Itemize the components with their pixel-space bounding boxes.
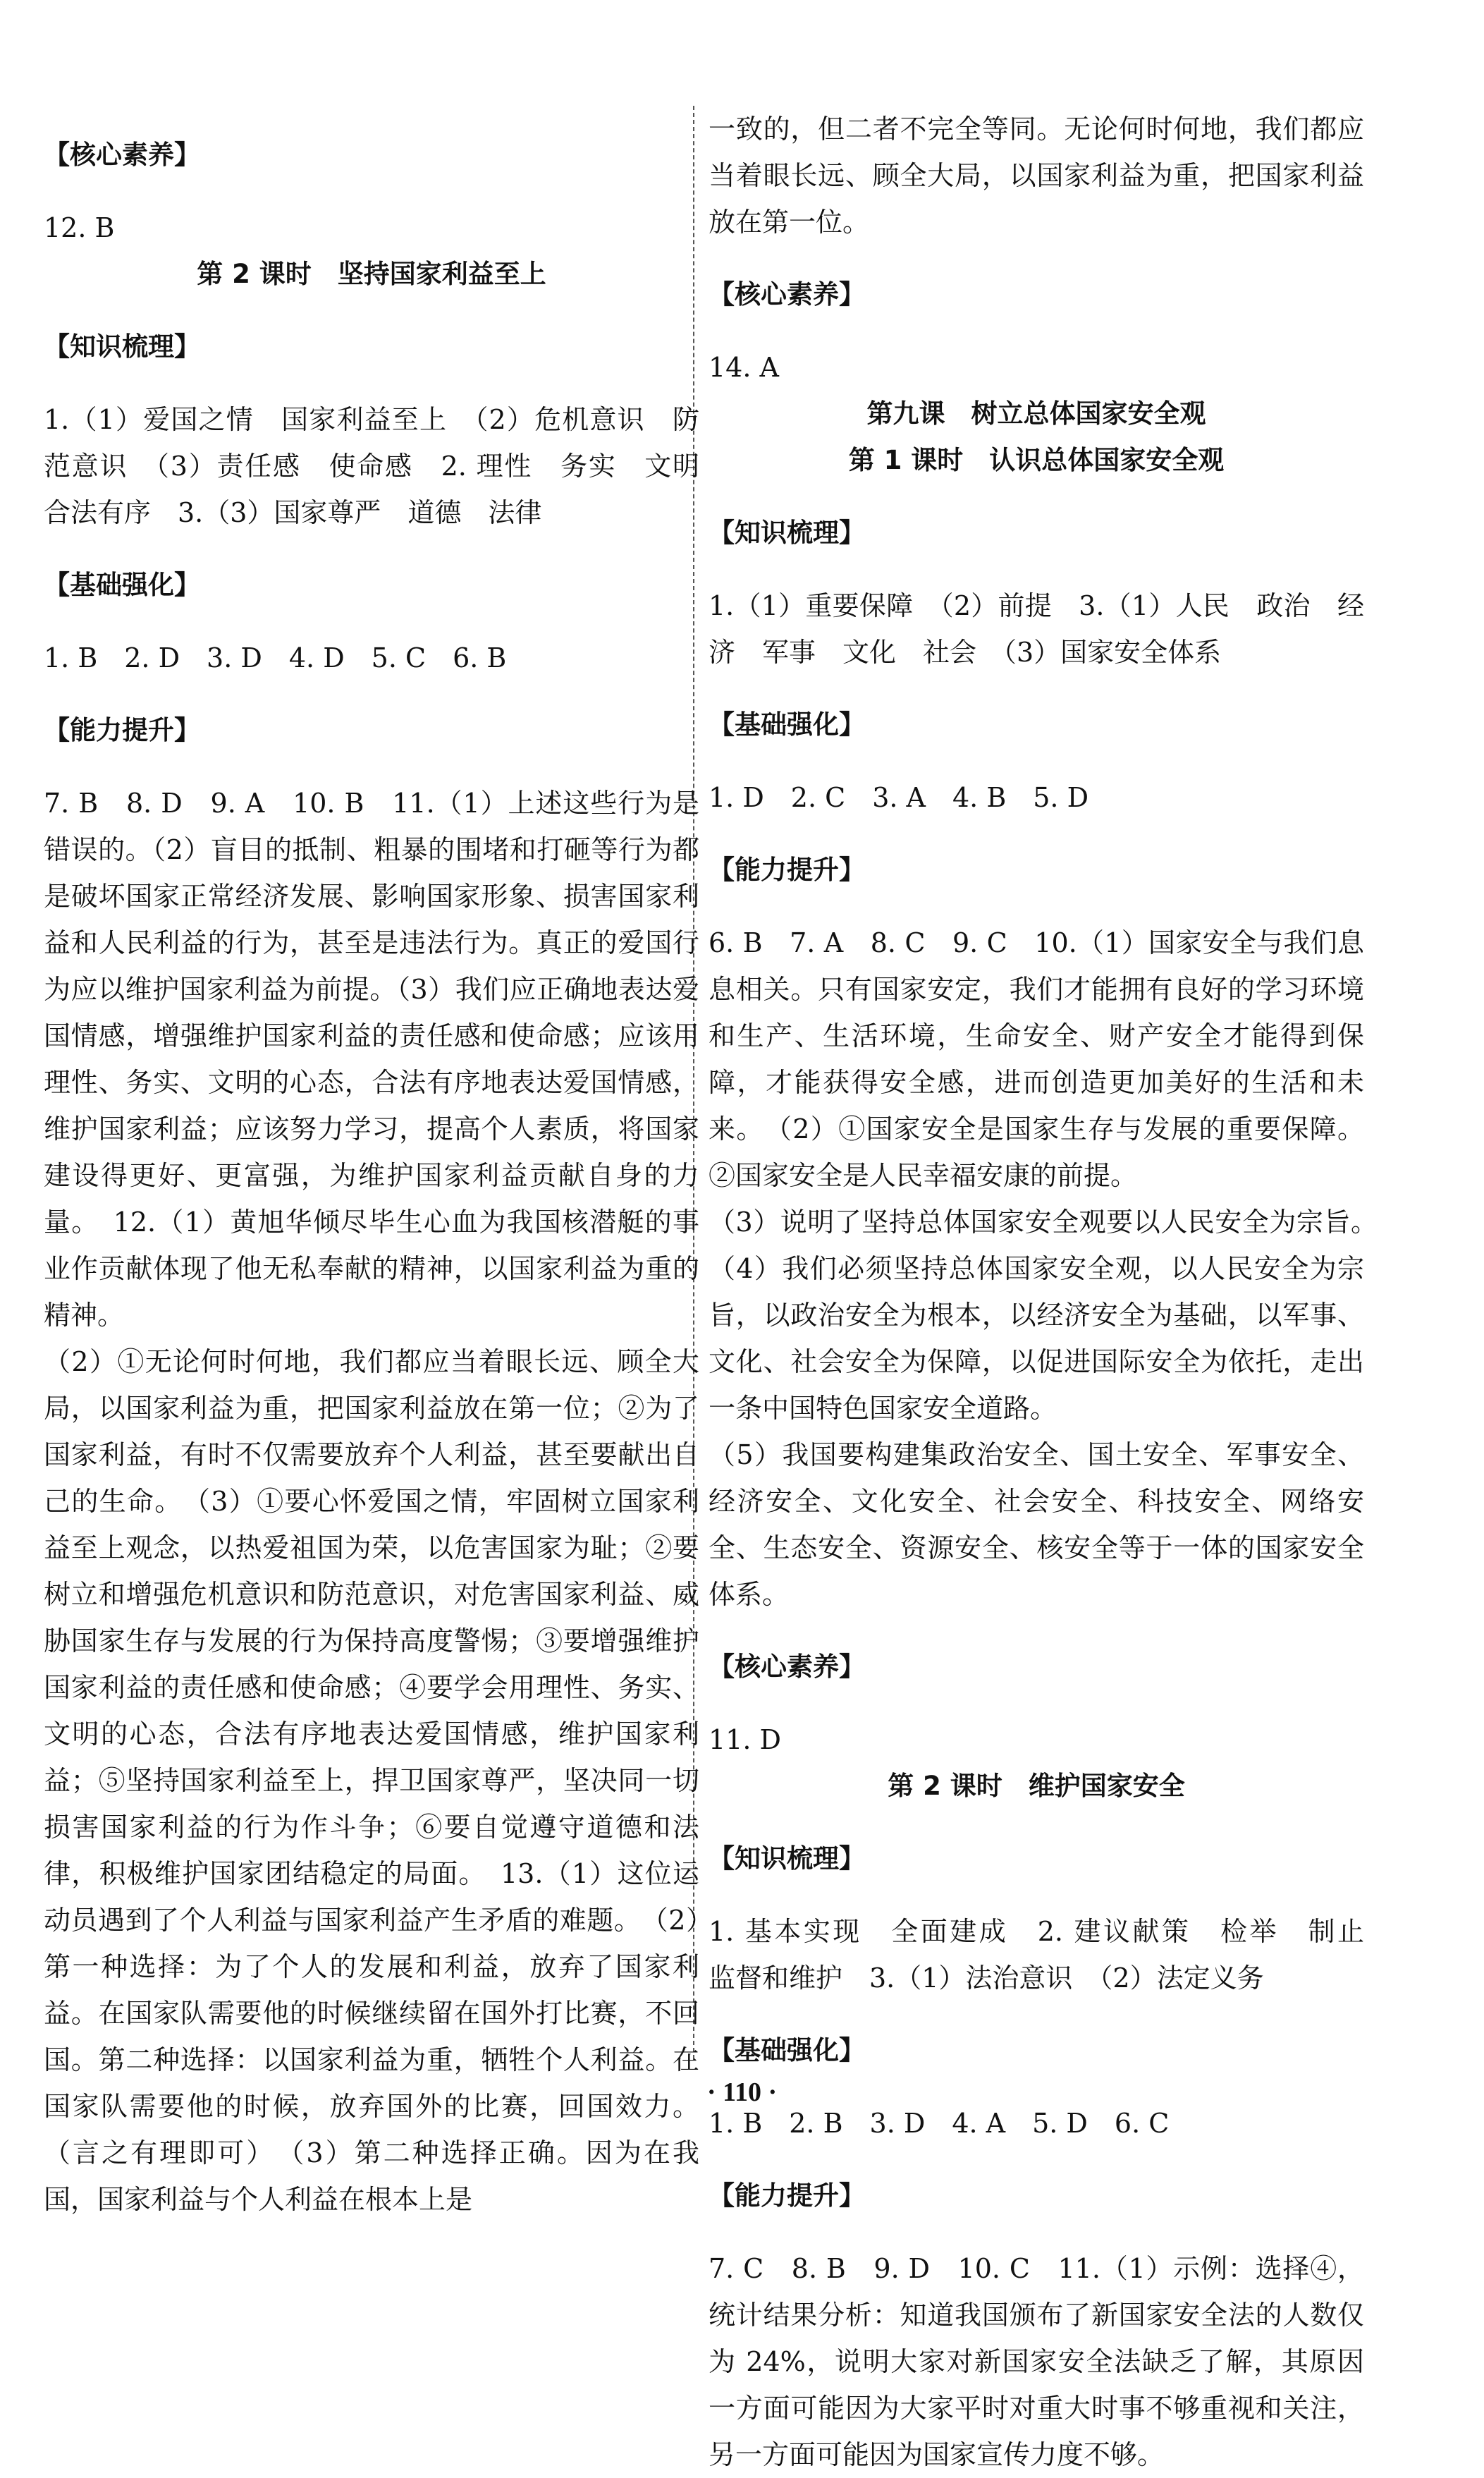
lesson-title: 第 2 课时 坚持国家利益至上 [197,259,546,289]
left-column [44,106,727,2223]
answer-ability-part2: （2）①无论何时何地，我们都应当着眼长远、顾全大局，以国家利益为重，把国家利益放在第一位；②为了国家利益，有时不仅需要放弃个人利益，甚至要献出自己的生命。 （3）①要心怀爱国之情，牢固树立国家利益至上观念，以热爱祖国为荣，以危害国家为耻；②要树立和增强危机意识和防范意识，对危害国家利益、威胁国家生存与发展的行为保持高度警惕；③要增强维护国家利益的责任感和使命感；④要学会用理性、务实、文明的心态，合法有序地表达爱国情感，维护国家利益；⑤坚持国家利益至上，捍卫国家尊严，坚决同一切损害国家利益的行为作斗争；⑥要自觉遵守道德和法律，积极维护国家团结稳定的局面。 13.（1）这位运动员遇到了个人利益与国家利益产生矛盾的难题。 （2）第一种选择：为了个人的发展和利益，放弃了国家利益。在国家队需要他的时候继续留在国外打比赛，不回国。第二种选择：以国家利益为重，牺牲个人利益。在国家队需要他的时候，放弃国外的比赛，回国效力。（言之有理即可） （3）第二种选择正确。因为在我国，国家利益与个人利益在根本上是 [44,1346,699,2215]
answer-basic: 1. D 2. C 3. A 4. B 5. D [709,782,1089,813]
lesson-title-2: 第 2 课时 维护国家安全 [888,1771,1185,1801]
lesson-title: 第 1 课时 认识总体国家安全观 [848,445,1225,475]
answer-ability-part1: 6. B 7. A 8. C 9. C 10.（1）国家安全与我们息息相关。只有国家安定，我们才能拥有良好的学习环境和生产、生活环境，生命安全、财产安全才能得到保障，才能获得安全感，进而创造更加美好的生活和未来。 （2）①国家安全是国家生存与发展的重要保障。②国家安全是人民幸福安康的前提。 [709,927,1364,1191]
answer-continued: 一致的，但二者不完全等同。无论何时何地，我们都应当着眼长远、顾全大局，以国家利益为重，把国家利益放在第一位。 [709,114,1364,238]
section-heading-core-literacy: 【核心素养】 [709,279,865,310]
right-column [709,106,1392,2478]
answer-ability-2: 7. C 8. B 9. D 10. C 11.（1）示例：选择④，统计结果分析：知道我国颁布了新国家安全法的人数仅为 24%，说明大家对新国家安全法缺乏了解，其原因一方面可能因为大家平时对重大时事不够重视和关注，另一方面可能因为国家宣传力度不够。 [709,2253,1364,2470]
answer-basic-2: 1. B 2. B 3. D 4. A 5. D 6. C [709,2108,1170,2139]
page-number: · 110 · [706,2077,778,2107]
section-heading-basic-2: 【基础强化】 [709,2035,865,2065]
answer-core-literacy-2: 11. D [709,1724,781,1755]
answer-knowledge: 1.（1）重要保障 （2）前提 3.（1）人民 政治 经济 军事 文化 社会 （3）国家安全体系 [709,590,1364,668]
section-heading-ability: 【能力提升】 [709,855,865,885]
section-heading-core-literacy: 【核心素养】 [44,140,200,170]
section-heading-knowledge-2: 【知识梳理】 [709,1843,865,1874]
chapter-title: 第九课 树立总体国家安全观 [866,398,1206,429]
answer-ability-part1: 7. B 8. D 9. A 10. B 11.（1）上述这些行为是错误的。（2）盲目的抵制、粗暴的围堵和打砸等行为都是破坏国家正常经济发展、影响国家形象、损害国家利益和人民利益的行为，甚至是违法行为。真正的爱国行为应以维护国家利益为前提。（3）我们应正确地表达爱国情感，增强维护国家利益的责任感和使命感；应该用理性、务实、文明的心态，合法有序地表达爱国情感，维护国家利益；应该努力学习，提高个人素质，将国家建设得更好、更富强，为维护国家利益贡献自身的力量。 12.（1）黄旭华倾尽毕生心血为我国核潜艇的事业作贡献体现了他无私奉献的精神，以国家利益为重的精神。 [44,788,699,1331]
answer-knowledge-2: 1. 基本实现 全面建成 2. 建议献策 检举 制止 监督和维护 3.（1）法治意识 （2）法定义务 [709,1916,1392,1994]
section-heading-basic: 【基础强化】 [709,709,865,740]
section-heading-knowledge: 【知识梳理】 [44,331,200,362]
answer-ability-part3: （5）我国要构建集政治安全、国土安全、军事安全、经济安全、文化安全、社会安全、科技安全、网络安全、生态安全、资源安全、核安全等于一体的国家安全体系。 [709,1439,1364,1610]
answer-core-literacy: 14. A [709,352,779,383]
section-heading-ability-2: 【能力提升】 [709,2180,865,2211]
section-heading-ability: 【能力提升】 [44,715,200,745]
answer-ability-part2: （3）说明了坚持总体国家安全观要以人民安全为宗旨。 （4）我们必须坚持总体国家安全观，以人民安全为宗旨，以政治安全为根本，以经济安全为基础，以军事、文化、社会安全为保障，以促进国际安全为依托，走出一条中国特色国家安全道路。 [709,1207,1392,1424]
section-heading-knowledge: 【知识梳理】 [709,518,865,548]
section-heading-basic: 【基础强化】 [44,570,200,600]
answer-knowledge: 1.（1）爱国之情 国家利益至上 （2）危机意识 防范意识 （3）责任感 使命感 2. 理性 务实 文明 合法有序 3.（3）国家尊严 道德 法律 [44,404,727,528]
answer-core-literacy: 12. B [44,212,115,243]
section-heading-core-literacy-2: 【核心素养】 [709,1652,865,1682]
answer-basic: 1. B 2. D 3. D 4. D 5. C 6. B [44,642,507,673]
